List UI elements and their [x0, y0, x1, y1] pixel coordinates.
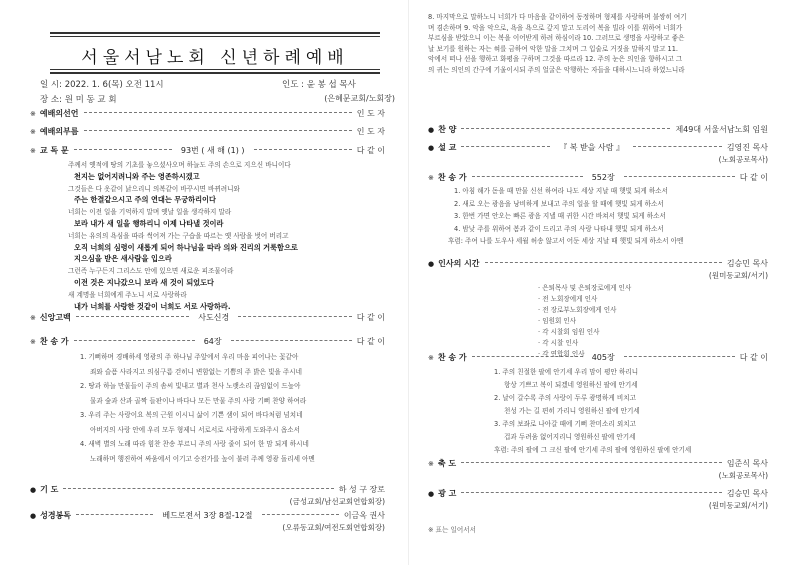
- hymn405-line: 항상 기쁘고 복이 되겠네 영원하신 팔에 안기세: [504, 381, 638, 389]
- hymn405-line: 3. 주의 보좌로 나아갈 때에 기뻐 찬미소리 외치고: [494, 420, 636, 428]
- responsive-line: 주께서 옛적에 땅의 기초를 놓으셨사오며 하늘도 주의 손으로 지으신 바니이다: [68, 161, 291, 169]
- responsive-line: 주는 한결같으시고 주의 연대는 무궁하리이다: [74, 195, 216, 205]
- bullet-icon: ·: [538, 295, 543, 303]
- marker-icon: ●: [428, 259, 435, 268]
- prayer-role: (금성교회/남선교회연합회장): [289, 497, 385, 506]
- right-page: [418, 0, 773, 565]
- hymn552-line: 후렴: 주여 나를 도우사 세월 허송 않고서 어둔 세상 지날 때 햇빛 되게 하소서 아멘: [448, 237, 684, 245]
- row-sermon: ● 설 교 『 복 받을 사람 』 김영진 목사: [428, 143, 769, 152]
- greeting-item: · 각 시찰 인사: [538, 339, 579, 347]
- scripture-line: 며 겸손하며 9. 악을 악으로, 욕을 욕으로 갚지 말고 도리어 복을 빌라 이를 위하여 너희가: [428, 23, 683, 32]
- marker-icon: ※: [428, 353, 434, 362]
- marker-icon: ●: [30, 485, 37, 494]
- row-call: ※ 예배의부름 인 도 자: [30, 127, 385, 136]
- scripture-line: 부르심을 받았으니 이는 복을 이어받게 하려 하심이라 10. 그러므로 생명을 사랑하고 좋은: [428, 34, 685, 42]
- responsive-line: 새 계명을 너희에게 주노니 서로 사랑하라: [68, 290, 187, 299]
- hymn405-line: 후렴: 주의 팔에 그 크신 팔에 안기세 주의 팔에 영원하신 팔에 안기세: [494, 446, 692, 454]
- left-page: [30, 0, 400, 565]
- standing-note: ※ 표는 일어서서: [428, 526, 476, 534]
- hymn64-line: 4. 새벽 별의 노래 따라 힘찬 찬송 부르니 주의 사랑 줄이 되어 한 맘 되게 하시네: [80, 440, 309, 448]
- greeting-item: · 은퇴목사 및 은퇴장로에게 인사: [538, 284, 632, 292]
- hymn64-line: 1. 기뻐하며 경배하세 영광의 주 하나님 주앞에서 우리 마음 피어나는 꽃같아: [80, 353, 299, 361]
- marker-icon: ※: [428, 459, 434, 468]
- row-prelude: ※ 예배의선언 인 도 자: [30, 109, 385, 118]
- marker-icon: ※: [30, 109, 36, 118]
- row-creed: ※ 신앙고백 사도신경 다 같 이: [30, 313, 385, 322]
- hymn64-line: 죄와 슬픔 사라지고 의심구름 걷히니 변함없는 기쁨의 주 밝은 빛을 주시네: [90, 367, 303, 376]
- responsive-line: 천지는 없어지려니와 주는 영존하시겠고: [74, 171, 200, 181]
- marker-icon: ※: [30, 313, 36, 322]
- reading-role: (오류동교회/여전도회연합회장): [282, 523, 385, 532]
- row-hymn405: ※ 찬 송 가 405장 다 같 이: [428, 353, 769, 362]
- marker-icon: ※: [30, 146, 36, 155]
- row-responsive: ※ 교 독 문 93번 ( 새 해 (1) ) 다 같 이: [30, 146, 386, 155]
- bullet-icon: ·: [538, 306, 543, 314]
- marker-icon: ※: [428, 173, 434, 182]
- responsive-line: 이전 것은 지나갔으니 보라 새 것이 되었도다: [74, 278, 214, 287]
- bullet-icon: ·: [538, 339, 543, 347]
- marker-icon: ●: [428, 125, 435, 134]
- sermon-role: (노회공로목사): [718, 155, 768, 164]
- hymn64-line: 노래하며 행진하여 싸움에서 이기고 승전가를 높이 불러 주께 영광 돌리세 아멘: [90, 454, 315, 463]
- scripture-line: 악에서 떠나 선을 행하고 화평을 구하며 그것을 따르라 12. 주의 눈은 의인을 향하시고 그: [428, 55, 683, 63]
- page-fold: [408, 0, 409, 565]
- scripture-line: 의 귀는 의인의 간구에 기울이시되 주의 얼굴은 악행하는 자들을 대하시느니라 하였느니라: [428, 65, 685, 74]
- hymn64-line: 2. 땅과 하늘 만물들이 주의 솜씨 빛내고 별과 천사 노랫소리 끊임없이 드높아: [80, 382, 301, 390]
- row-benediction: ※ 축 도 임준식 목사: [428, 459, 768, 468]
- row-prayer: ● 기 도 하 성 구 장로: [30, 485, 385, 494]
- responsive-line: 내가 너희를 사랑한 것같이 너희도 서로 사랑하라.: [74, 301, 231, 311]
- row-notice: ● 광 고 김승민 목사: [428, 489, 768, 498]
- scripture-text: [428, 12, 687, 75]
- hymn64-line: 물과 숲과 산과 골짝 들판이나 바다나 모든 만물 주의 사랑 기뻐 찬양 하여라: [90, 396, 307, 405]
- greet-role: (원미동교회/서기): [708, 271, 768, 280]
- bullet-icon: ·: [538, 284, 543, 292]
- title-box: [50, 32, 380, 74]
- responsive-line: 너희는 이전 일을 기억하지 말며 옛날 일을 생각하지 말라: [68, 208, 232, 217]
- hymn405-line: 2. 날이 갈수록 주의 사랑이 두루 광명하게 비치고: [494, 394, 636, 402]
- row-hymn552: ※ 찬 송 가 552장 다 같 이: [428, 173, 769, 182]
- hymn552-line: 1. 아침 해가 돋을 때 만물 신선 하여라 나도 세상 지날 때 햇빛 되게 하소서: [454, 187, 668, 195]
- marker-icon: ●: [30, 511, 37, 520]
- scripture-line: 날 보기를 원하는 자는 혀를 금하여 악한 말을 그치며 그 입술로 거짓을 말하지 말고 11.: [428, 44, 679, 53]
- marker-icon: ※: [30, 337, 36, 346]
- marker-icon: ●: [428, 489, 435, 498]
- responsive-line: 그것들은 다 옷같이 낡으리니 의복같이 바꾸시면 바뀌려니와: [68, 184, 240, 193]
- greeting-item: · 각 시찰회 임원 인사: [538, 328, 600, 336]
- leader-role: (은혜문교회/노회장): [324, 94, 395, 103]
- page-title: 서울서남노회 신년하례예배: [81, 48, 349, 68]
- scripture-line: 8. 마지막으로 말하노니 너희가 다 마음을 같이하여 동정하며 형제를 사랑하며 불쌍히 여기: [428, 13, 687, 21]
- responsive-line: 그런즉 누구든지 그리스도 안에 있으면 새로운 피조물이라: [68, 267, 234, 276]
- place: 장 소: 원 미 동 교 회: [40, 95, 117, 105]
- notice-role: (원미동교회/서기): [708, 501, 768, 510]
- greeting-item: · 전 장로부노회장에게 인사: [538, 306, 617, 314]
- bullet-icon: ·: [538, 317, 543, 325]
- responsive-line: 지으심을 받은 새사람을 입으라: [74, 254, 172, 264]
- hymn64-line: 아버지의 사랑 안에 우리 모두 형제니 서로서로 사랑하게 도와주시 옵소서: [90, 425, 300, 434]
- bullet-icon: ·: [538, 350, 543, 358]
- datetime: 일 시: 2022. 1. 6(목) 오전 11시: [40, 80, 164, 90]
- hymn552-line: 3. 한번 가면 안오는 빠른 광음 지낼 때 귀한 시간 바쳐서 햇빛 되게 하소서: [454, 212, 666, 220]
- leader: 인도 : 윤 봉 섭 목사: [282, 80, 356, 90]
- hymn552-line: 2. 새로 오는 광음을 낭비하게 보내고 주의 일을 할 때에 햇빛 되게 하소서: [454, 199, 664, 208]
- row-reading: ● 성경봉독 베드로전서 3장 8절-12절 이금옥 권사: [30, 511, 385, 520]
- hymn405-line: 천성 가는 길 편히 가리니 영원하신 팔에 안기세: [504, 407, 640, 415]
- greeting-item: · 각 연합회 인사: [538, 350, 585, 358]
- hymn405-line: 겁과 두려움 없어지리니 영원하신 팔에 안기세: [504, 433, 636, 441]
- marker-icon: ※: [30, 127, 36, 136]
- responsive-line: 너희는 유의의 욕심을 따라 썩어져 가는 구습을 따르는 옛 사람을 벗어 버리고: [68, 231, 289, 240]
- greeting-item: · 임원회 인사: [538, 317, 577, 325]
- greeting-item: · 전 노회장에게 인사: [538, 295, 598, 303]
- row-hymn64: ※ 찬 송 가 64장 다 같 이: [30, 337, 385, 346]
- hymn552-line: 4. 밤낮 주를 위하여 봄과 같이 드리고 주의 사랑 나타내 햇빛 되게 하소서: [454, 224, 664, 233]
- row-greetings: ● 인사의 시간 김승민 목사: [428, 259, 768, 268]
- responsive-line: 오직 너희의 심령이 새롭게 되어 하나님을 따라 의와 진리의 거룩함으로: [74, 242, 298, 252]
- responsive-line: 보라 내가 새 일을 행하리니 이제 나타낼 것이라: [74, 219, 224, 228]
- row-anthem: ● 찬 양 제49대 서울서남노회 임원: [428, 125, 768, 134]
- hymn64-line: 3. 우리 주는 사랑이요 복의 근원 이시니 삶이 기쁜 샘이 되어 바다처럼 넘치네: [80, 411, 303, 419]
- hymn405-line: 1. 주의 친절한 팔에 안기세 우리 맘이 평안 하리니: [494, 368, 639, 376]
- bless-role: (노회공로목사): [718, 471, 768, 480]
- bullet-icon: ·: [538, 328, 543, 336]
- marker-icon: ●: [428, 143, 435, 152]
